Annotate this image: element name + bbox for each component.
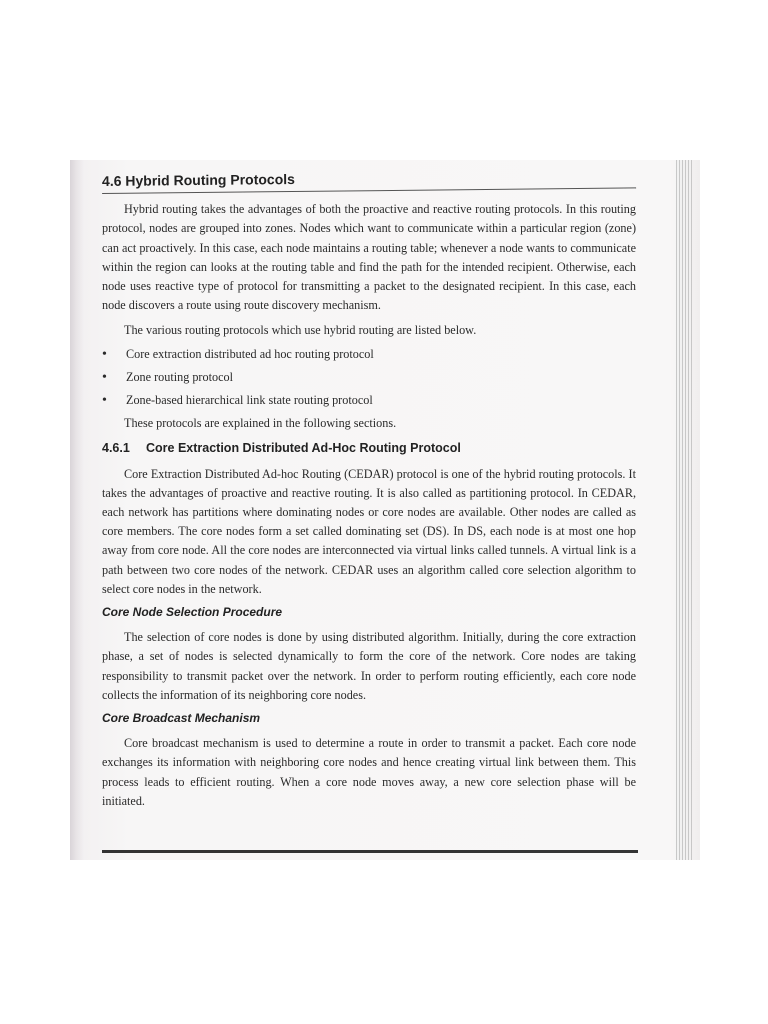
list-item-text: Zone routing protocol xyxy=(126,369,233,384)
page-bottom-rule xyxy=(102,850,638,853)
scanned-page xyxy=(70,160,700,860)
list-item-text: Zone-based hierarchical link state routing protocol xyxy=(126,393,373,408)
subsection-title: Core Extraction Distributed Ad-Hoc Routing Protocol xyxy=(146,441,461,456)
core-broadcast-heading: Core Broadcast Mechanism xyxy=(102,711,261,726)
subsection-number: 4.6.1 xyxy=(102,441,130,456)
list-after-text: These protocols are explained in the following sections. xyxy=(124,416,397,431)
page-content xyxy=(102,172,636,815)
bullet-icon: • xyxy=(102,369,107,385)
protocol-list xyxy=(102,345,636,411)
subsection-body: Core Extraction Distributed Ad-hoc Routing (CEDAR) protocol is one of the hybrid routing protocols. It takes the advantages of proactive and reactive routing. It is also called as partitioning protocol. In CEDAR, each network has partitions where dominating nodes or core nodes are available. Other nodes are called as core members. The core nodes form a set called dominating set (DS). In DS, each node is at most one hop away from core node. All the core nodes are interconnected via virtual links called tunnels. A virtual link is a path between two core nodes of the network. CEDAR uses an algorithm called core selection algorithm to select core nodes in the network. xyxy=(102,466,636,596)
core-node-selection-body: The selection of core nodes is done by using distributed algorithm. Initially, during the core extraction phase, a set of nodes is selected dynamically to form the core of the network. Core nodes are taking responsibility to transmit packet over the network. In order to perform routing efficiently, each core node collects the information of its neighboring core nodes. xyxy=(102,630,636,702)
list-item xyxy=(102,391,636,410)
list-intro: The various routing protocols which use hybrid routing are listed below. xyxy=(124,323,477,338)
bullet-icon: • xyxy=(102,393,107,409)
list-item xyxy=(102,368,636,387)
subsection-heading xyxy=(102,439,636,458)
list-item xyxy=(102,345,636,364)
list-item-text: Core extraction distributed ad hoc routing protocol xyxy=(126,346,374,361)
book-spine-edge xyxy=(676,160,692,860)
section-heading: 4.6 Hybrid Routing Protocols xyxy=(102,166,636,194)
bullet-icon: • xyxy=(102,346,107,362)
core-broadcast-body: Core broadcast mechanism is used to determine a route in order to transmit a packet. Each core node exchanges its information with neighboring core nodes and hence creating virtual link between them. This process leads to efficient routing. When a core node moves away, a new core selection phase will be initiated. xyxy=(102,736,636,808)
core-node-selection-heading: Core Node Selection Procedure xyxy=(102,605,283,620)
section-intro-paragraph: Hybrid routing takes the advantages of both the proactive and reactive routing protocols. In this routing protocol, nodes are grouped into zones. Nodes which want to communicate within a particular region (zone) can act proactively. In this case, each node maintains a routing table; whenever a node wants to communicate within the region can looks at the routing table and find the path for the intended recipient. Otherwise, each node uses reactive type of protocol for transmitting a packet to the designated recipient. In this case, each node discovers a route using route discovery mechanism. xyxy=(102,202,636,313)
